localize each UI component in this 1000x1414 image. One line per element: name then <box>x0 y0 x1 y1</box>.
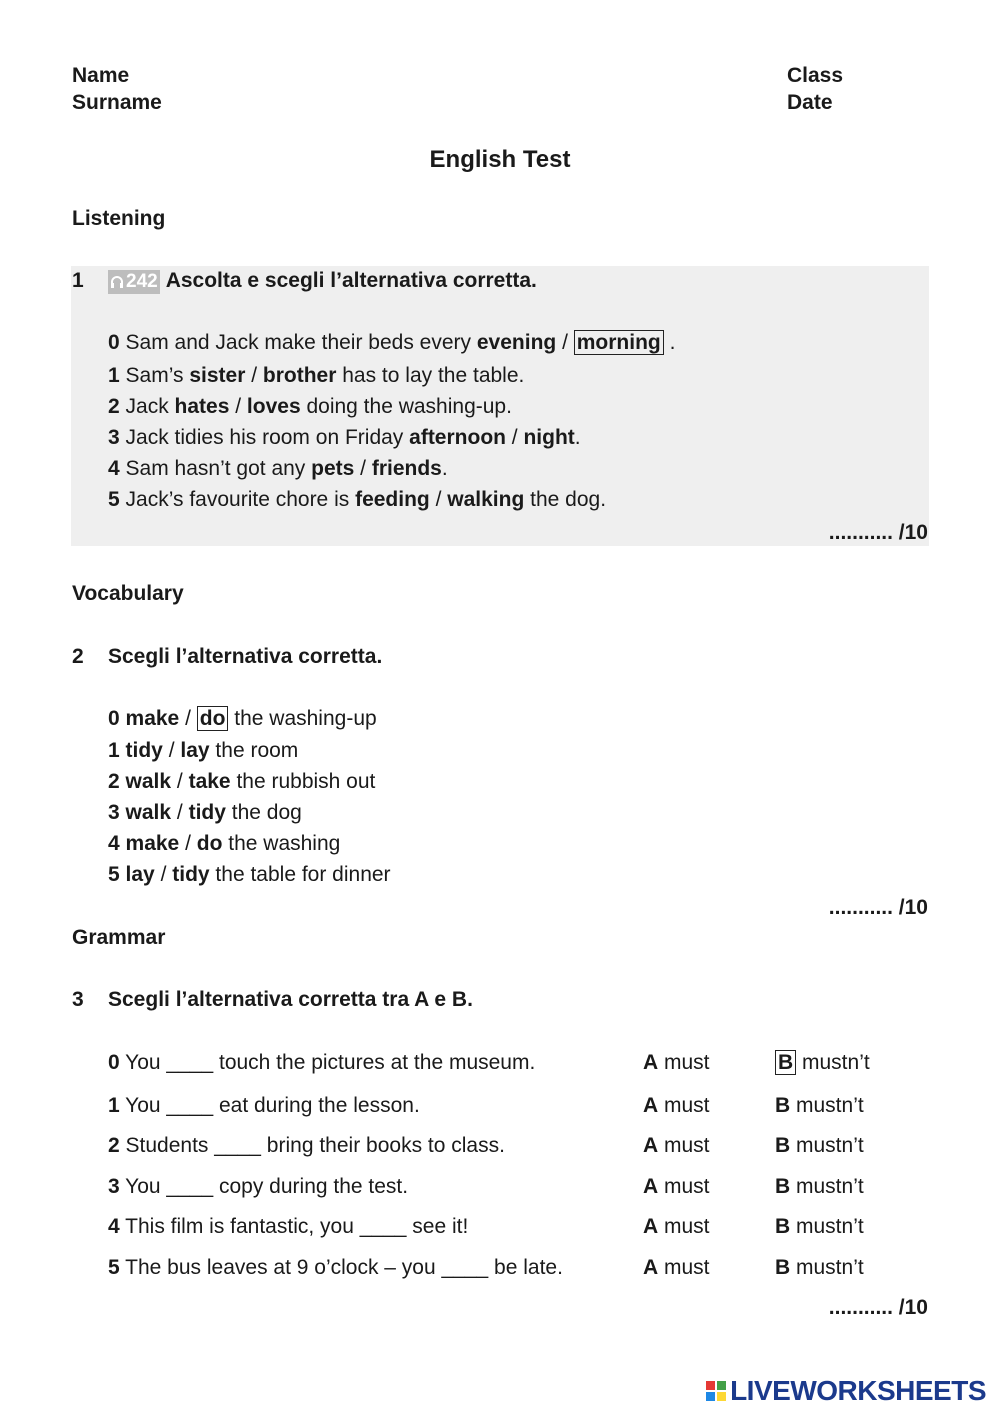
logo-grid-icon <box>706 1381 726 1401</box>
option-b[interactable]: take <box>188 770 231 793</box>
option-separator: / <box>245 364 263 387</box>
logo-square <box>706 1381 715 1390</box>
item-number: 5 <box>108 488 120 511</box>
option-b[interactable]: do <box>197 706 229 731</box>
option-b[interactable] <box>775 1175 864 1199</box>
item-number: 0 <box>108 1051 120 1074</box>
logo-square <box>717 1381 726 1390</box>
listening-item <box>108 426 581 450</box>
option-a-text: must <box>658 1215 710 1238</box>
vocabulary-score[interactable]: ........... /10 <box>828 896 928 919</box>
option-a-letter: A <box>643 1134 659 1157</box>
option-a-letter: A <box>643 1175 659 1198</box>
item-number: 4 <box>108 832 120 855</box>
option-b-letter: B <box>775 1050 796 1075</box>
grammar-instruction: Scegli l’alternativa corretta tra A e B. <box>108 988 473 1011</box>
option-b[interactable]: tidy <box>172 863 210 886</box>
logo-square <box>717 1392 726 1401</box>
item-text-end: the washing-up <box>228 707 377 730</box>
grammar-item <box>108 1215 468 1239</box>
listening-item <box>108 364 524 388</box>
option-b[interactable]: walking <box>447 488 525 511</box>
option-separator: / <box>556 331 574 354</box>
question-number-2: 2 <box>72 645 84 668</box>
option-b-text: mustn’t <box>790 1094 864 1117</box>
instruction-text: Ascolta e scegli l’alternativa corretta. <box>165 269 537 292</box>
item-number: 3 <box>108 426 120 449</box>
item-text: Sam’s <box>125 364 190 387</box>
item-text: Jack’s favourite chore is <box>125 488 356 511</box>
grammar-item <box>108 1175 408 1199</box>
option-separator: / <box>229 395 247 418</box>
class-label: Class <box>787 64 844 87</box>
question-number-3: 3 <box>72 988 84 1011</box>
option-a-text: must <box>658 1175 710 1198</box>
vocabulary-instruction: Scegli l’alternativa corretta. <box>108 645 383 668</box>
option-b[interactable]: loves <box>246 395 301 418</box>
item-text-end: . <box>441 457 448 480</box>
option-a-text: must <box>658 1094 710 1117</box>
option-separator: / <box>429 488 448 511</box>
item-text-end: has to lay the table. <box>336 364 525 387</box>
option-b[interactable]: do <box>196 832 223 855</box>
item-number: 3 <box>108 1175 120 1198</box>
option-separator: / <box>505 426 524 449</box>
option-separator: / <box>154 863 173 886</box>
listening-item <box>108 331 675 355</box>
option-a-text: must <box>658 1134 710 1157</box>
item-text-end: the dog <box>225 801 302 824</box>
question-number-1: 1 <box>72 269 84 292</box>
option-a[interactable] <box>643 1215 710 1239</box>
option-a[interactable] <box>643 1256 710 1280</box>
surname-label: Surname <box>72 91 162 114</box>
item-number: 1 <box>108 739 120 762</box>
option-b-text: mustn’t <box>790 1215 864 1238</box>
item-text: The bus leaves at 9 o’clock – you ____ be late. <box>125 1256 563 1279</box>
track-number: 242 <box>126 271 158 292</box>
item-number: 2 <box>108 1134 120 1157</box>
vocabulary-heading: Vocabulary <box>72 582 184 605</box>
option-a[interactable]: afternoon <box>409 426 506 449</box>
option-b-text: mustn’t <box>790 1175 864 1198</box>
option-b-letter: B <box>775 1215 791 1238</box>
option-b-letter: B <box>775 1175 791 1198</box>
option-a[interactable] <box>643 1134 710 1158</box>
option-a[interactable] <box>643 1051 710 1075</box>
option-b[interactable] <box>775 1215 864 1239</box>
item-text: You ____ eat during the lesson. <box>125 1094 420 1117</box>
item-text-end: the washing <box>222 832 341 855</box>
item-text-end: . <box>663 331 676 354</box>
option-a[interactable]: evening <box>476 331 557 354</box>
listening-heading: Listening <box>72 207 166 230</box>
item-number: 5 <box>108 1256 120 1279</box>
name-label: Name <box>72 64 130 87</box>
option-a[interactable] <box>643 1175 710 1199</box>
item-number: 2 <box>108 395 120 418</box>
option-b-text: mustn’t <box>796 1051 870 1074</box>
option-b-text: mustn’t <box>790 1134 864 1157</box>
option-separator: / <box>171 770 189 793</box>
item-number: 4 <box>108 457 120 480</box>
option-a-letter: A <box>643 1051 659 1074</box>
option-separator: / <box>171 801 189 824</box>
item-text-end: the room <box>209 739 299 762</box>
option-a[interactable]: hates <box>174 395 230 418</box>
option-b[interactable]: night <box>523 426 575 449</box>
option-b-letter: B <box>775 1134 791 1157</box>
liveworksheets-logo <box>706 1375 986 1407</box>
option-b[interactable]: tidy <box>188 801 226 824</box>
item-number: 2 <box>108 770 120 793</box>
option-b[interactable] <box>775 1256 864 1280</box>
item-text-end: doing the washing-up. <box>300 395 512 418</box>
date-label: Date <box>787 91 833 114</box>
listening-item <box>108 457 448 481</box>
listening-item <box>108 395 512 419</box>
item-number: 0 <box>108 707 120 730</box>
vocabulary-item <box>108 707 377 731</box>
vocabulary-item <box>108 770 375 794</box>
listening-score[interactable]: ........... /10 <box>828 521 928 544</box>
listening-item <box>108 488 606 512</box>
option-a-letter: A <box>643 1094 659 1117</box>
option-b[interactable]: morning <box>574 330 664 355</box>
grammar-heading: Grammar <box>72 926 166 949</box>
option-separator: / <box>354 457 372 480</box>
vocabulary-item <box>108 739 298 763</box>
item-text-end: the dog. <box>524 488 607 511</box>
option-a[interactable]: lay <box>125 863 155 886</box>
option-a[interactable]: make <box>125 832 180 855</box>
option-a[interactable]: pets <box>311 457 355 480</box>
grammar-item <box>108 1051 535 1075</box>
item-text: You ____ copy during the test. <box>125 1175 409 1198</box>
option-b[interactable] <box>775 1051 870 1075</box>
option-b[interactable]: lay <box>180 739 210 762</box>
item-text: Students ____ bring their books to class. <box>125 1134 505 1157</box>
option-b-text: mustn’t <box>790 1256 864 1279</box>
option-b[interactable] <box>775 1094 864 1118</box>
item-text: Jack <box>125 395 175 418</box>
item-number: 1 <box>108 364 120 387</box>
item-number: 4 <box>108 1215 120 1238</box>
option-a[interactable] <box>643 1094 710 1118</box>
grammar-item <box>108 1134 505 1158</box>
option-a[interactable]: walk <box>125 770 172 793</box>
audio-track-badge[interactable] <box>108 270 160 294</box>
option-b-letter: B <box>775 1094 791 1117</box>
option-a-letter: A <box>643 1256 659 1279</box>
listening-instruction <box>108 269 537 294</box>
item-text: Sam and Jack make their beds every <box>125 331 477 354</box>
option-a-text: must <box>658 1256 710 1279</box>
option-a-text: must <box>658 1051 710 1074</box>
vocabulary-item <box>108 863 391 887</box>
grammar-item <box>108 1094 420 1118</box>
option-a[interactable]: feeding <box>355 488 430 511</box>
option-b[interactable]: brother <box>262 364 337 387</box>
item-number: 3 <box>108 801 120 824</box>
brand-name: LIVEWORKSHEETS <box>730 1375 986 1406</box>
item-text: This film is fantastic, you ____ see it! <box>125 1215 469 1238</box>
option-a-letter: A <box>643 1215 659 1238</box>
option-b-letter: B <box>775 1256 791 1279</box>
item-number: 5 <box>108 863 120 886</box>
item-text-end: the table for dinner <box>209 863 391 886</box>
item-text-end: the rubbish out <box>230 770 376 793</box>
headphones-icon <box>110 275 124 289</box>
grammar-item <box>108 1256 563 1280</box>
option-a[interactable]: make <box>125 707 180 730</box>
option-b[interactable]: friends <box>371 457 442 480</box>
grammar-score[interactable]: ........... /10 <box>828 1296 928 1319</box>
item-number: 0 <box>108 331 120 354</box>
option-b[interactable] <box>775 1134 864 1158</box>
logo-square <box>706 1392 715 1401</box>
option-separator: / <box>179 832 197 855</box>
item-text-end: . <box>574 426 581 449</box>
option-a[interactable]: tidy <box>125 739 163 762</box>
page-title: English Test <box>429 146 571 173</box>
item-text: You ____ touch the pictures at the museum. <box>125 1051 536 1074</box>
vocabulary-item <box>108 832 340 856</box>
item-number: 1 <box>108 1094 120 1117</box>
vocabulary-item <box>108 801 302 825</box>
option-a[interactable]: sister <box>189 364 246 387</box>
option-a[interactable]: walk <box>125 801 172 824</box>
item-text: Jack tidies his room on Friday <box>125 426 410 449</box>
option-separator: / <box>179 707 197 730</box>
item-text: Sam hasn’t got any <box>125 457 312 480</box>
option-separator: / <box>162 739 181 762</box>
